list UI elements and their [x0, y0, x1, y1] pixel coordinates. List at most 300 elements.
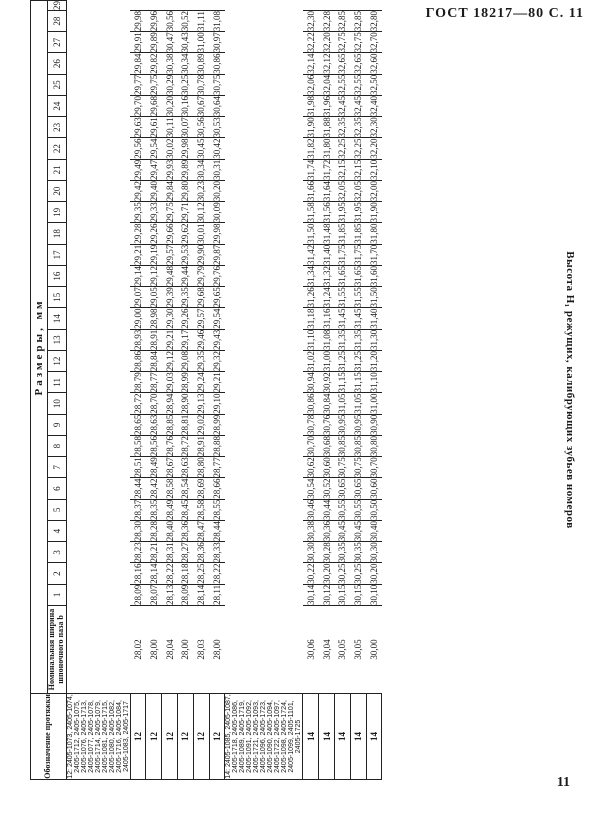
height-value: 28,98 [146, 308, 162, 329]
height-value: 30,46 [303, 499, 319, 520]
height-value: 31,74 [303, 159, 319, 180]
keyway-width: 24 [48, 96, 67, 117]
height-value: 30,01 [193, 223, 209, 244]
height-value: 32,14 [303, 53, 319, 74]
height-value: 32,00 [366, 181, 382, 202]
height-value: 28,70 [146, 393, 162, 414]
height-value: 32,04 [319, 74, 335, 95]
height-value: 32,65 [350, 53, 366, 74]
height-value: 29,03 [162, 372, 178, 393]
table-row [209, 1, 225, 780]
height-value: 31,45 [350, 308, 366, 329]
height-value: 31,75 [334, 244, 350, 265]
height-value: 31,85 [334, 223, 350, 244]
height-value: 31,11 [193, 11, 209, 32]
height-value: 28,63 [177, 457, 193, 478]
keyway-width: 28 [48, 11, 67, 32]
height-value: 28,03 [193, 606, 209, 694]
height-value: 28,93 [130, 329, 146, 350]
height-value: 30,75 [209, 74, 225, 95]
height-value: 30,31 [209, 159, 225, 180]
height-value: 32,80 [366, 11, 382, 32]
height-value: 29,49 [130, 159, 146, 180]
group-label: 14 [319, 693, 335, 779]
height-value: 29,98 [209, 223, 225, 244]
height-value: 28,49 [162, 499, 178, 520]
height-value: 28,31 [162, 542, 178, 563]
group-label: 12 [130, 693, 146, 779]
height-value: 31,58 [303, 202, 319, 223]
group-label: 12 [193, 693, 209, 779]
height-value: 30,84 [319, 393, 335, 414]
height-value: 28,09 [130, 584, 146, 605]
height-value: 31,00 [319, 351, 335, 372]
height-value: 28,27 [177, 542, 193, 563]
height-value: 30,22 [303, 563, 319, 584]
height-value: 30,97 [209, 32, 225, 53]
height-value: 29,35 [130, 202, 146, 223]
height-value: 28,80 [193, 457, 209, 478]
height-value: 30,34 [193, 159, 209, 180]
height-value: 28,58 [130, 436, 146, 457]
height-value: 32,40 [366, 96, 382, 117]
height-value: 30,54 [303, 478, 319, 499]
height-value: 29,56 [130, 138, 146, 159]
height-value: 32,70 [366, 32, 382, 53]
height-value: 30,10 [366, 584, 382, 605]
height-value: 28,45 [177, 499, 193, 520]
height-value: 29,82 [146, 53, 162, 74]
height-value: 31,85 [350, 223, 366, 244]
height-value: 32,15 [350, 159, 366, 180]
group-label: 14 [334, 693, 350, 779]
height-value: 29,89 [177, 159, 193, 180]
keyway-width: 20 [48, 181, 67, 202]
height-value: 29,43 [209, 329, 225, 350]
height-value: 30,20 [209, 181, 225, 202]
height-value: 28,22 [162, 563, 178, 584]
height-value: 31,56 [319, 202, 335, 223]
height-value: 28,58 [162, 478, 178, 499]
height-value: 30,25 [350, 563, 366, 584]
height-value: 31,42 [303, 244, 319, 265]
height-value: 30,52 [319, 478, 335, 499]
height-value: 30,78 [193, 74, 209, 95]
height-value: 30,29 [162, 74, 178, 95]
height-value: 28,63 [146, 414, 162, 435]
height-value: 29,47 [146, 159, 162, 180]
height-value: 31,15 [334, 372, 350, 393]
height-value: 29,68 [193, 287, 209, 308]
height-value: 28,65 [130, 414, 146, 435]
keyway-width: 8 [48, 436, 67, 457]
height-value: 32,75 [334, 32, 350, 53]
page-number: 11 [556, 775, 570, 790]
height-value: 30,25 [177, 74, 193, 95]
height-value: 31,15 [350, 372, 366, 393]
height-value: 30,43 [177, 32, 193, 53]
height-value: 30,94 [303, 372, 319, 393]
height-value: 30,47 [162, 32, 178, 53]
height-value: 29,39 [162, 287, 178, 308]
height-value: 30,15 [334, 584, 350, 605]
height-value: 29,28 [130, 223, 146, 244]
keyway-width: 5 [48, 499, 67, 520]
height-value: 29,30 [162, 308, 178, 329]
height-value: 28,72 [130, 393, 146, 414]
height-value: 31,88 [319, 117, 335, 138]
height-value: 31,45 [334, 308, 350, 329]
height-value: 31,95 [334, 202, 350, 223]
height-value: 30,12 [319, 584, 335, 605]
height-value: 29,68 [146, 96, 162, 117]
height-value: 31,05 [334, 393, 350, 414]
height-value: 31,80 [366, 223, 382, 244]
keyway-width: 15 [48, 287, 67, 308]
keyway-width: 4 [48, 521, 67, 542]
height-value: 29,53 [177, 244, 193, 265]
height-value: 30,11 [162, 117, 178, 138]
height-value: 32,05 [350, 181, 366, 202]
height-value: 30,45 [334, 521, 350, 542]
group-label: 14 [366, 693, 382, 779]
height-value: 29,17 [177, 329, 193, 350]
height-value: 32,35 [334, 117, 350, 138]
height-value: 32,10 [366, 159, 382, 180]
height-value: 30,45 [350, 521, 366, 542]
height-value: 29,93 [162, 159, 178, 180]
height-value: 29,57 [162, 244, 178, 265]
height-value: 31,32 [319, 266, 335, 287]
height-value: 30,55 [334, 499, 350, 520]
height-value: 30,04 [319, 606, 335, 694]
height-value: 32,55 [334, 74, 350, 95]
height-value: 30,34 [177, 53, 193, 74]
height-value: 28,42 [146, 478, 162, 499]
height-value: 29,66 [162, 223, 178, 244]
height-value: 28,00 [146, 606, 162, 694]
height-value: 30,56 [193, 117, 209, 138]
height-value: 32,45 [334, 96, 350, 117]
table-row [177, 1, 193, 780]
group-label: 14 [303, 693, 319, 779]
height-value: 29,54 [146, 138, 162, 159]
height-value: 30,53 [209, 117, 225, 138]
height-value: 29,35 [193, 351, 209, 372]
height-value: 31,10 [303, 329, 319, 350]
height-value: 30,65 [334, 478, 350, 499]
height-value: 32,85 [334, 11, 350, 32]
height-value: 30,28 [319, 542, 335, 563]
height-value: 31,34 [303, 266, 319, 287]
keyway-width: 2 [48, 563, 67, 584]
height-value: 31,18 [303, 308, 319, 329]
width-label: Номинальная ширина шпоночного паза b [48, 606, 67, 694]
height-value: 30,75 [334, 457, 350, 478]
height-value: 32,50 [366, 74, 382, 95]
height-value: 32,75 [350, 32, 366, 53]
height-value: 30,78 [303, 414, 319, 435]
height-value: 28,37 [130, 499, 146, 520]
height-value: 28,14 [193, 584, 209, 605]
keyway-width: 6 [48, 478, 67, 499]
height-value: 30,85 [350, 436, 366, 457]
height-value: 32,05 [334, 181, 350, 202]
height-value: 30,55 [350, 499, 366, 520]
height-value: 29,10 [209, 393, 225, 414]
height-value: 29,05 [146, 287, 162, 308]
height-value: 30,38 [303, 521, 319, 542]
height-value: 30,30 [303, 542, 319, 563]
height-value: 28,00 [209, 606, 225, 694]
height-value: 28,91 [193, 436, 209, 457]
height-value: 31,35 [350, 329, 366, 350]
height-value: 29,65 [209, 287, 225, 308]
height-value: 29,61 [146, 117, 162, 138]
height-value: 28,00 [177, 606, 193, 694]
table-row [334, 1, 350, 780]
table-row [146, 1, 162, 780]
height-value: 29,12 [146, 266, 162, 287]
table-row [303, 1, 319, 780]
group-label: 12 [177, 693, 193, 779]
height-value: 29,96 [146, 11, 162, 32]
height-value: 31,55 [350, 287, 366, 308]
height-value: 31,26 [303, 287, 319, 308]
height-value: 31,35 [334, 329, 350, 350]
height-value: 32,65 [334, 53, 350, 74]
keyway-width: 13 [48, 329, 67, 350]
height-value: 30,25 [334, 563, 350, 584]
height-value: 29,91 [130, 32, 146, 53]
height-value: 30,35 [334, 542, 350, 563]
table-row [193, 1, 209, 780]
height-value: 30,45 [193, 138, 209, 159]
height-value: 29,90 [193, 244, 209, 265]
height-value: 30,89 [193, 53, 209, 74]
height-value: 28,54 [177, 478, 193, 499]
height-value: 29,33 [146, 202, 162, 223]
keyway-width: 10 [48, 393, 67, 414]
group-label: 12 [209, 693, 225, 779]
height-value: 29,84 [130, 53, 146, 74]
height-value: 31,75 [350, 244, 366, 265]
height-value: 31,10 [366, 372, 382, 393]
keyway-width: 9 [48, 414, 67, 435]
height-value: 32,35 [350, 117, 366, 138]
height-value: 29,35 [177, 287, 193, 308]
height-value: 30,86 [303, 393, 319, 414]
keyway-width: 18 [48, 223, 67, 244]
height-value: 28,23 [130, 542, 146, 563]
height-value: 28,16 [130, 563, 146, 584]
height-value: 30,35 [350, 542, 366, 563]
designation-label: Обозначение протяжки [31, 693, 67, 779]
sizes-title: Размеры, мм [31, 1, 48, 694]
height-value: 30,00 [366, 606, 382, 694]
height-value: 28,14 [146, 563, 162, 584]
height-value: 28,88 [209, 436, 225, 457]
height-value: 28,77 [209, 457, 225, 478]
height-value: 29,24 [193, 372, 209, 393]
keyway-width: 26 [48, 53, 67, 74]
height-value: 28,36 [177, 521, 193, 542]
height-value: 28,94 [162, 393, 178, 414]
height-value: 28,36 [193, 542, 209, 563]
height-value: 31,40 [319, 244, 335, 265]
height-value: 28,49 [146, 457, 162, 478]
height-value: 32,25 [334, 138, 350, 159]
height-value: 31,25 [350, 351, 366, 372]
height-value: 28,99 [177, 372, 193, 393]
table-row [319, 1, 335, 780]
height-value: 28,67 [162, 457, 178, 478]
height-value: 29,46 [193, 329, 209, 350]
height-value: 30,56 [162, 11, 178, 32]
keyway-width: 14 [48, 308, 67, 329]
group-label: 14 [350, 693, 366, 779]
height-value: 28,40 [162, 521, 178, 542]
height-value: 29,70 [130, 96, 146, 117]
height-value: 28,84 [146, 351, 162, 372]
height-value: 30,36 [319, 521, 335, 542]
height-value: 30,14 [303, 584, 319, 605]
height-value: 29,07 [130, 287, 146, 308]
height-value: 31,98 [303, 96, 319, 117]
height-value: 28,33 [209, 542, 225, 563]
height-value: 30,12 [193, 202, 209, 223]
height-value: 29,75 [162, 202, 178, 223]
height-value: 31,24 [319, 287, 335, 308]
height-value: 28,44 [209, 521, 225, 542]
height-value: 30,60 [319, 457, 335, 478]
height-value: 30,16 [177, 96, 193, 117]
height-value: 30,92 [319, 372, 335, 393]
height-value: 29,21 [162, 329, 178, 350]
height-value: 30,23 [193, 181, 209, 202]
height-value: 28,51 [130, 457, 146, 478]
keyway-width: 19 [48, 202, 67, 223]
height-value: 32,06 [303, 74, 319, 95]
keyway-width: 21 [48, 159, 67, 180]
height-value: 31,25 [334, 351, 350, 372]
height-value: 31,00 [366, 393, 382, 414]
sizes-table [30, 0, 382, 780]
height-value: 32,25 [350, 138, 366, 159]
height-value: 29,98 [130, 11, 146, 32]
table-row [162, 1, 178, 780]
height-value: 30,85 [334, 436, 350, 457]
height-value: 31,70 [366, 244, 382, 265]
height-value: 31,90 [303, 117, 319, 138]
height-value: 30,70 [303, 436, 319, 457]
height-value: 29,77 [130, 74, 146, 95]
height-value: 30,05 [350, 606, 366, 694]
keyway-width: 27 [48, 32, 67, 53]
height-value: 30,06 [303, 606, 319, 694]
height-value: 28,47 [193, 521, 209, 542]
height-value: 30,20 [319, 563, 335, 584]
height-value: 32,45 [350, 96, 366, 117]
height-value: 32,22 [303, 32, 319, 53]
height-value: 29,40 [146, 181, 162, 202]
height-value: 30,44 [319, 499, 335, 520]
height-value: 29,26 [177, 308, 193, 329]
height-value: 30,95 [350, 414, 366, 435]
keyway-width: 17 [48, 244, 67, 265]
height-value: 28,79 [130, 372, 146, 393]
height-value: 29,71 [177, 202, 193, 223]
height-value: 28,44 [130, 478, 146, 499]
height-value: 30,30 [366, 542, 382, 563]
height-value: 30,65 [350, 478, 366, 499]
height-value: 31,96 [319, 96, 335, 117]
height-value: 29,21 [209, 372, 225, 393]
height-value: 31,80 [319, 138, 335, 159]
height-value: 28,04 [162, 606, 178, 694]
height-value: 29,48 [162, 266, 178, 287]
height-value: 31,72 [319, 159, 335, 180]
group-label: 12 [146, 693, 162, 779]
height-value: 32,30 [303, 11, 319, 32]
height-value: 30,90 [366, 414, 382, 435]
keyway-width: 22 [48, 138, 67, 159]
keyway-width: 25 [48, 74, 67, 95]
height-value: 31,40 [366, 308, 382, 329]
height-value: 31,08 [209, 11, 225, 32]
height-value: 31,66 [303, 181, 319, 202]
keyway-width: 1 [48, 584, 67, 605]
height-value: 29,14 [130, 266, 146, 287]
height-value: 32,20 [366, 138, 382, 159]
height-value: 30,20 [366, 563, 382, 584]
height-value: 29,21 [130, 244, 146, 265]
height-value: 28,28 [146, 521, 162, 542]
height-value: 29,12 [162, 351, 178, 372]
height-value: 29,44 [177, 266, 193, 287]
height-value: 30,50 [366, 499, 382, 520]
height-value: 30,20 [162, 96, 178, 117]
height-value: 29,42 [130, 181, 146, 202]
height-value: 28,72 [177, 436, 193, 457]
height-value: 28,99 [209, 414, 225, 435]
height-value: 32,60 [366, 53, 382, 74]
height-value: 28,85 [162, 414, 178, 435]
table-row [130, 1, 146, 780]
height-value: 28,81 [177, 414, 193, 435]
height-value: 31,64 [319, 181, 335, 202]
height-value: 29,98 [177, 138, 193, 159]
height-value: 31,20 [366, 351, 382, 372]
height-value: 31,50 [303, 223, 319, 244]
keyway-width: 12 [48, 351, 67, 372]
height-value: 29,26 [146, 223, 162, 244]
height-value: 29,32 [209, 351, 225, 372]
height-value: 31,16 [319, 308, 335, 329]
height-value: 29,08 [177, 351, 193, 372]
keyway-width: 16 [48, 266, 67, 287]
height-value: 29,63 [130, 117, 146, 138]
height-value: 28,25 [193, 563, 209, 584]
height-value: 30,76 [319, 414, 335, 435]
table-row [350, 1, 366, 780]
height-value: 28,02 [130, 606, 146, 694]
height-value: 31,65 [350, 266, 366, 287]
height-value: 32,15 [334, 159, 350, 180]
height-value: 30,15 [350, 584, 366, 605]
height-value: 31,65 [334, 266, 350, 287]
height-value: 31,90 [366, 202, 382, 223]
